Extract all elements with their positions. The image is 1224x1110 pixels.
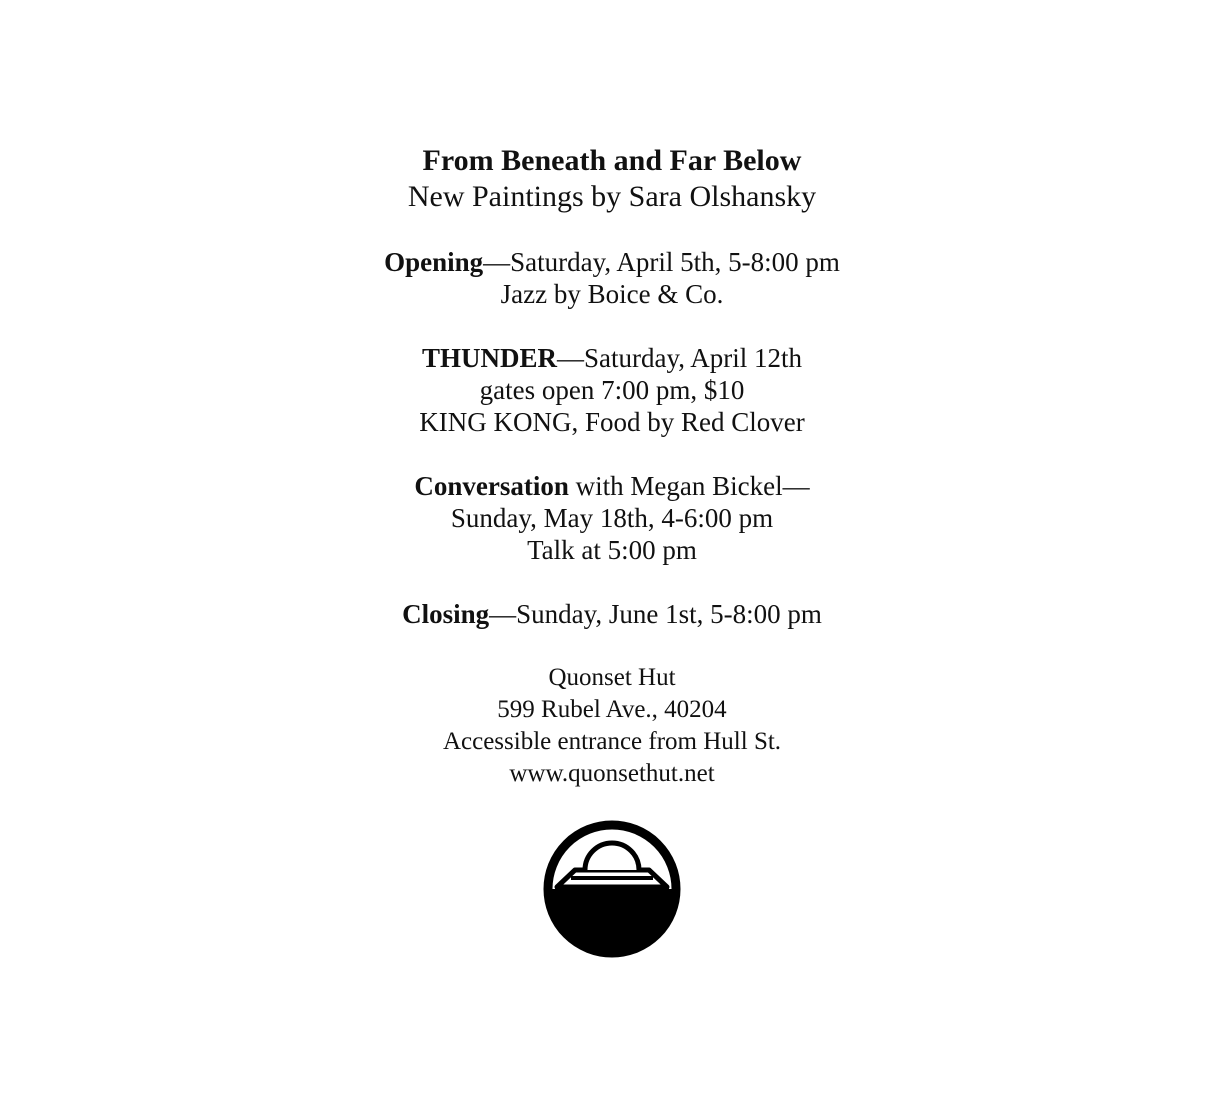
flyer-title: From Beneath and Far Below — [422, 144, 802, 177]
flyer-subtitle: New Paintings by Sara Olshansky — [407, 180, 817, 213]
closing-line — [0, 598, 1224, 630]
closing-label: Closing — [402, 599, 490, 629]
spacer — [0, 438, 1224, 470]
thunder-section — [0, 342, 1224, 438]
venue-website[interactable]: www.quonsethut.net — [509, 760, 715, 787]
opening-music: Jazz by Boice & Co. — [500, 279, 724, 309]
conversation-talk: Talk at 5:00 pm — [527, 535, 697, 565]
conversation-label: Conversation — [414, 471, 569, 501]
thunder-label: THUNDER — [422, 343, 558, 373]
spacer — [0, 215, 1224, 246]
thunder-gates: gates open 7:00 pm, $10 — [479, 375, 745, 405]
event-flyer — [0, 143, 1224, 790]
closing-section — [0, 598, 1224, 630]
conversation-date: Sunday, May 18th, 4-6:00 pm — [450, 503, 774, 533]
venue-name: Quonset Hut — [548, 664, 676, 691]
opening-line — [0, 246, 1224, 278]
quonset-hut-logo-icon — [543, 820, 681, 958]
thunder-line — [0, 342, 1224, 374]
spacer — [0, 630, 1224, 662]
venue-access: Accessible entrance from Hull St. — [442, 728, 782, 755]
conversation-section — [0, 470, 1224, 566]
conversation-details: with Megan Bickel— — [568, 471, 810, 501]
closing-details: —Sunday, June 1st, 5-8:00 pm — [489, 599, 822, 629]
spacer — [0, 310, 1224, 342]
opening-label: Opening — [384, 247, 484, 277]
thunder-details: —Saturday, April 12th — [557, 343, 802, 373]
opening-section — [0, 246, 1224, 310]
venue-section — [0, 662, 1224, 790]
conversation-line — [0, 470, 1224, 502]
opening-details: —Saturday, April 5th, 5-8:00 pm — [483, 247, 840, 277]
venue-address: 599 Rubel Ave., 40204 — [497, 696, 727, 723]
spacer — [0, 566, 1224, 598]
thunder-lineup: KING KONG, Food by Red Clover — [419, 407, 805, 437]
